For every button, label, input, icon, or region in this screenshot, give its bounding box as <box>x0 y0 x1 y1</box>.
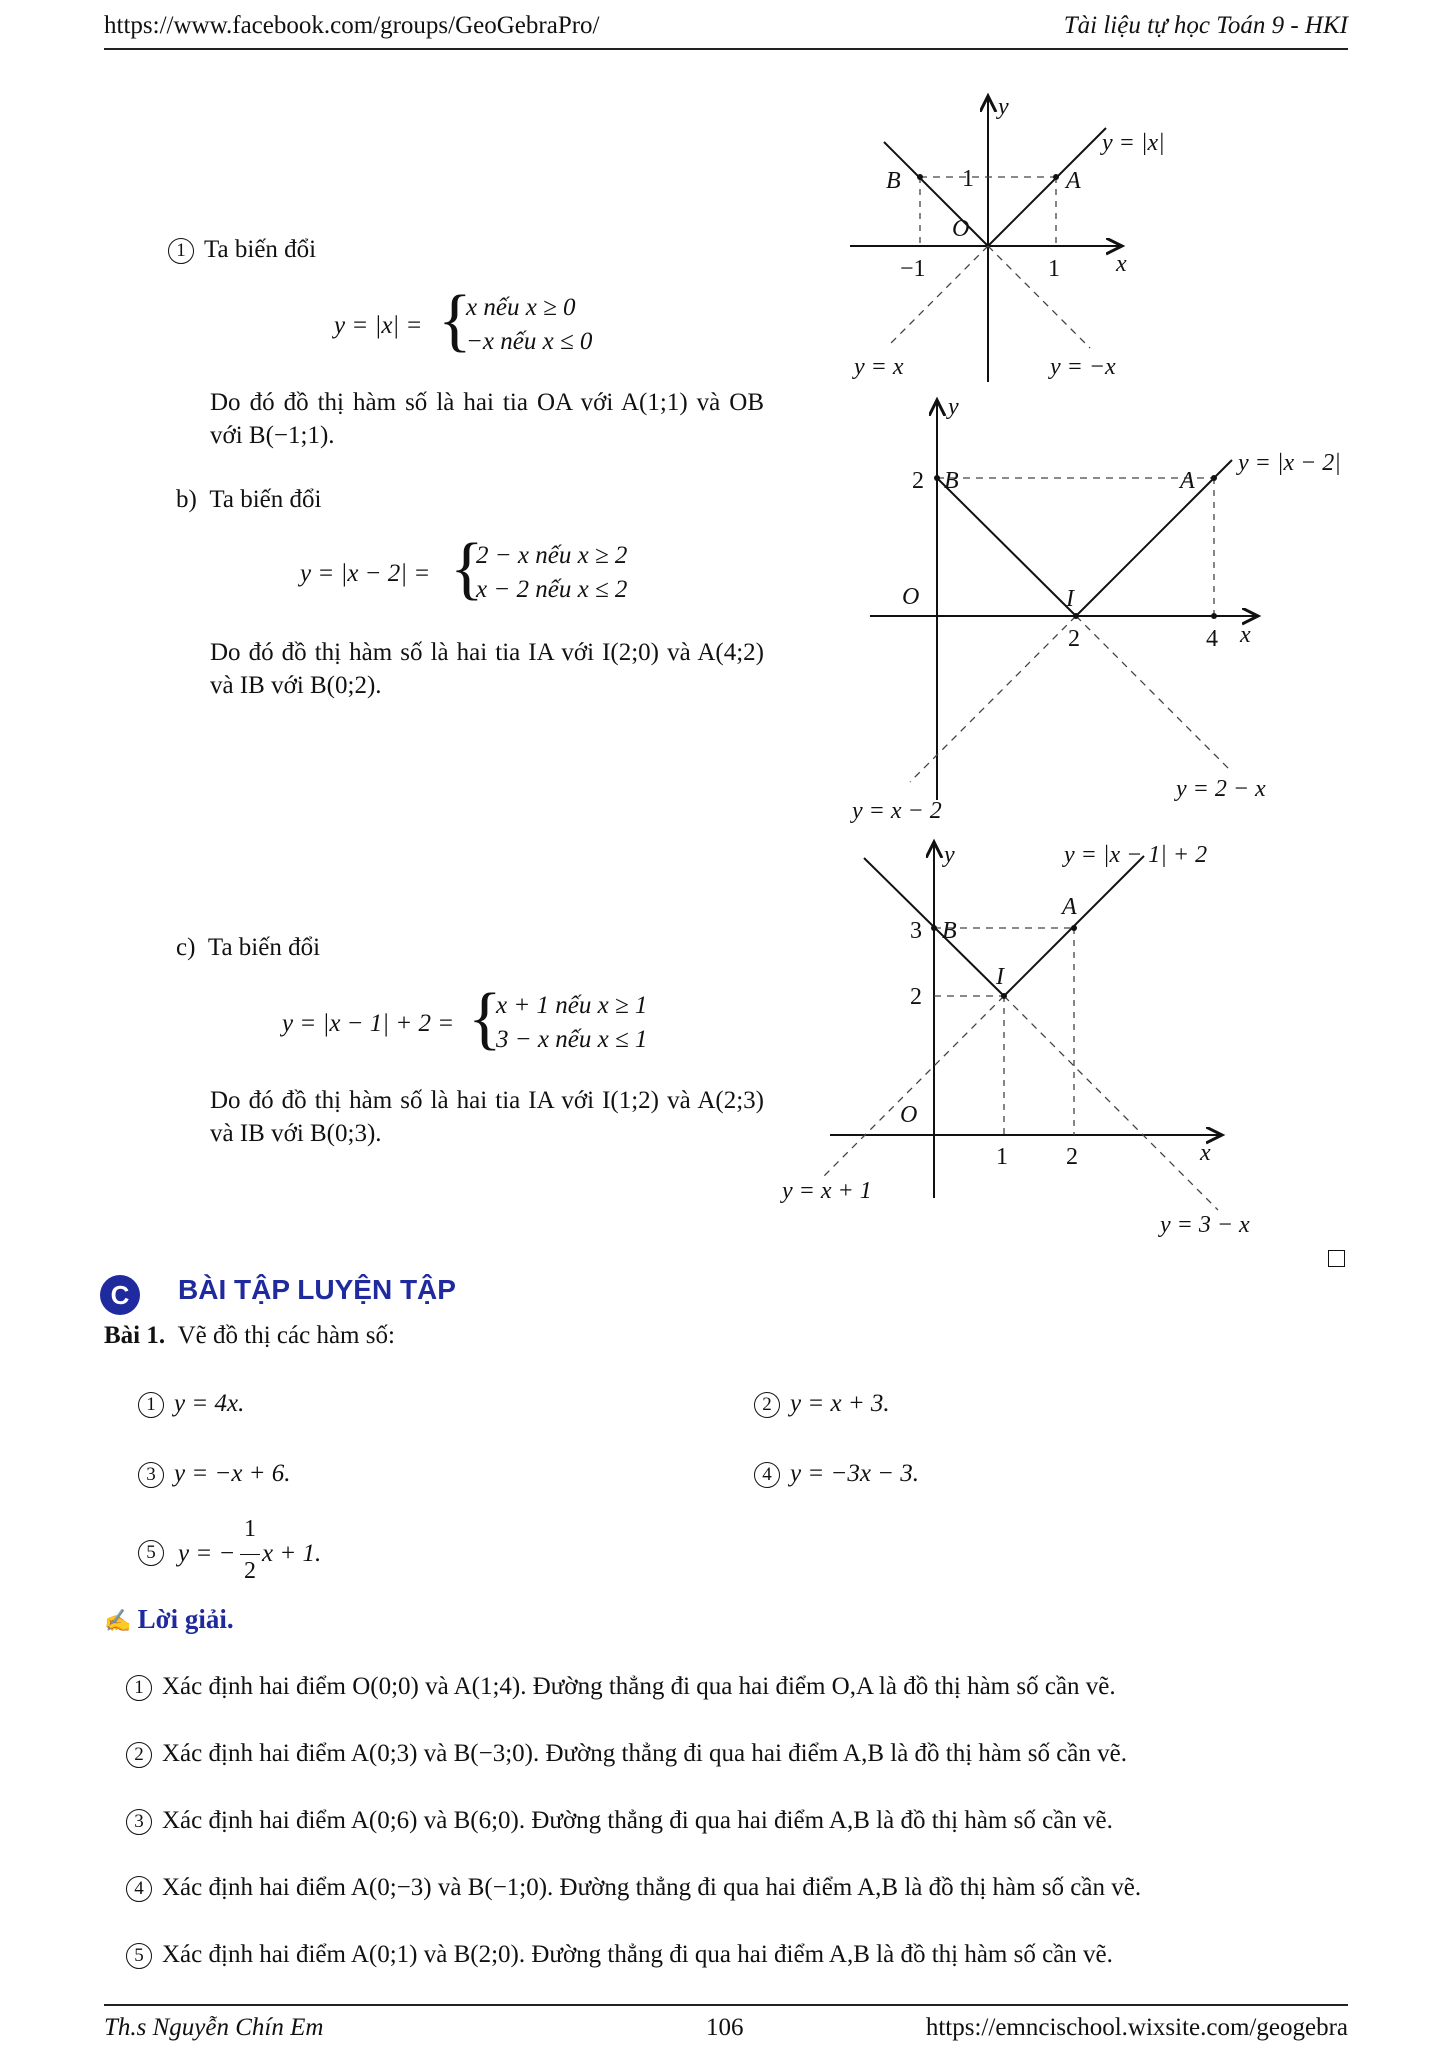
footer-url[interactable]: https://emncischool.wixsite.com/geogebra <box>925 2014 1348 2041</box>
solution-heading <box>104 1604 234 1635</box>
solution-label: Lời giải. <box>137 1604 234 1634</box>
item-text: Xác định hai điểm A(0;6) và B(6;0). Đường thẳng đi qua hai điểm A,B là đồ thị hàm số cần vẽ. <box>162 1807 1113 1834</box>
item-formula: y = 4x. <box>174 1390 245 1417</box>
item-marker: 3 <box>126 1809 152 1835</box>
part-b-intro <box>176 486 321 514</box>
item-marker: 5 <box>126 1943 152 1969</box>
label-b: B <box>886 168 901 194</box>
left-dash-label: y = x + 1 <box>782 1178 872 1204</box>
item-formula: y = −x + 6. <box>174 1460 291 1487</box>
case-2: 3 − x nếu x ≤ 1 <box>496 1026 648 1053</box>
x-label: x <box>1116 251 1127 277</box>
case-2: −x nếu x ≤ 0 <box>466 328 593 355</box>
fraction-numerator: 1 <box>244 1516 256 1542</box>
case-2: x − 2 nếu x ≤ 2 <box>476 576 628 603</box>
label-o: O <box>900 1102 918 1128</box>
x-label: x <box>1240 622 1251 648</box>
solution-item-5 <box>126 1941 1113 1969</box>
tick-x-1: 1 <box>1048 256 1060 282</box>
item-formula: y = −3x − 3. <box>790 1460 920 1487</box>
part-c-conclusion: Do đó đồ thị hàm số là hai tia IA với I(1;2) và A(2;3) và IB với B(0;3). <box>210 1087 764 1147</box>
formula-lhs: y = |x − 2| = <box>300 560 431 587</box>
header-title: Tài liệu tự học Toán 9 - HKI <box>1063 12 1348 39</box>
solution-item-4 <box>126 1874 1141 1902</box>
right-dash-label: y = 3 − x <box>1160 1212 1250 1238</box>
exercise-item-2 <box>754 1390 890 1418</box>
fraction-bar <box>240 1554 260 1555</box>
footer-author: Th.s Nguyễn Chín Em <box>104 2014 324 2041</box>
solution-item-3 <box>126 1807 1113 1835</box>
label-a: A <box>1066 168 1081 194</box>
part-a-conclusion: Do đó đồ thị hàm số là hai tia OA với A(1;1) và OB với B(−1;1). <box>210 389 764 449</box>
tick-y-2: 2 <box>910 984 922 1010</box>
section-badge: C <box>100 1275 140 1315</box>
item-text: Xác định hai điểm A(0;3) và B(−3;0). Đường thẳng đi qua hai điểm A,B là đồ thị hàm số cần vẽ. <box>162 1740 1127 1767</box>
graph-abs-x-minus-1-plus-2 <box>770 830 1310 1250</box>
dash-right <box>988 246 1090 348</box>
x-label: x <box>1200 1140 1211 1166</box>
point-b <box>917 174 923 180</box>
dash-right <box>1004 996 1218 1210</box>
section-title: BÀI TẬP LUYỆN TẬP <box>178 1274 456 1305</box>
dash-left <box>824 996 1004 1176</box>
dash-left <box>910 616 1076 782</box>
formula-lhs: y = |x| = <box>334 312 423 339</box>
item-prefix: y = − <box>178 1540 236 1567</box>
item-marker: b) <box>176 486 197 513</box>
left-dash-label: y = x <box>854 354 904 380</box>
item-marker: 4 <box>126 1876 152 1902</box>
label-o: O <box>902 584 920 610</box>
point-a <box>1053 174 1059 180</box>
point-a <box>1071 925 1077 931</box>
exercise-item-3 <box>138 1460 291 1488</box>
tick-y-2: 2 <box>912 468 924 494</box>
right-dash-label: y = 2 − x <box>1176 776 1266 802</box>
item-marker: 4 <box>754 1462 780 1488</box>
brace: { <box>438 282 472 359</box>
label-b: B <box>942 918 957 944</box>
tick-x-2: 2 <box>1068 626 1080 652</box>
solution-item-2 <box>126 1740 1127 1768</box>
label-o: O <box>952 216 970 242</box>
label-a: A <box>1062 894 1077 920</box>
point-b <box>934 475 940 481</box>
point-b <box>931 925 937 931</box>
part-c-intro <box>176 934 320 962</box>
footer-rule <box>104 2004 1348 2006</box>
y-label: y <box>948 394 959 420</box>
fraction-denominator: 2 <box>244 1558 256 1584</box>
item-text: Xác định hai điểm A(0;−3) và B(−1;0). Đường thẳng đi qua hai điểm A,B là đồ thị hàm số cần vẽ. <box>162 1874 1142 1901</box>
point-a <box>1211 475 1217 481</box>
item-marker: c) <box>176 934 196 961</box>
item-marker: 5 <box>138 1540 164 1566</box>
case-1: x + 1 nếu x ≥ 1 <box>496 992 648 1019</box>
label-a: A <box>1180 468 1195 494</box>
page-number: 106 <box>706 2014 744 2041</box>
label-b: B <box>944 468 959 494</box>
intro-text: Ta biến đổi <box>209 486 322 513</box>
brace: { <box>468 980 502 1057</box>
item-marker: 1 <box>168 238 194 264</box>
tick-x-neg1: −1 <box>900 256 926 282</box>
item-marker: 1 <box>138 1392 164 1418</box>
part-a-intro <box>168 236 316 264</box>
item-marker: 3 <box>138 1462 164 1488</box>
tick-x-1: 1 <box>996 1144 1008 1170</box>
exercise-label: Bài 1. <box>104 1322 166 1349</box>
point-x4 <box>1211 613 1217 619</box>
graph-abs-x <box>840 90 1360 390</box>
intro-text: Ta biến đổi <box>207 934 321 961</box>
point-i <box>1001 993 1007 999</box>
right-dash-label: y = −x <box>1050 354 1116 380</box>
tick-y-1: 1 <box>962 166 974 192</box>
qed-box <box>1328 1250 1345 1267</box>
part-b-conclusion: Do đó đồ thị hàm số là hai tia IA với I(2;0) và A(4;2) và IB với B(0;2). <box>210 639 764 699</box>
tick-x-4: 4 <box>1206 626 1218 652</box>
item-suffix: x + 1. <box>262 1540 322 1567</box>
header-url[interactable]: https://www.facebook.com/groups/GeoGebraPro/ <box>104 12 600 39</box>
tick-y-3: 3 <box>910 918 922 944</box>
solution-item-1 <box>126 1673 1116 1701</box>
exercise-prompt: Vẽ đồ thị các hàm số: <box>177 1322 395 1349</box>
func-label: y = |x| <box>1102 130 1165 156</box>
label-i: I <box>1066 586 1074 612</box>
y-label: y <box>998 94 1009 120</box>
ray-ob <box>884 142 988 246</box>
func-label: y = |x − 1| + 2 <box>1064 842 1208 868</box>
point-i <box>1073 613 1079 619</box>
pencil-icon: ✍ <box>104 1608 132 1633</box>
ray-ia <box>1076 460 1232 616</box>
intro-text: Ta biến đổi <box>204 236 317 263</box>
label-i: I <box>996 964 1004 990</box>
exercise-heading <box>104 1322 395 1350</box>
left-dash-label: y = x − 2 <box>852 798 942 824</box>
item-text: Xác định hai điểm A(0;1) và B(2;0). Đường thẳng đi qua hai điểm A,B là đồ thị hàm số cần vẽ. <box>162 1941 1113 1968</box>
brace: { <box>450 530 484 607</box>
graph-abs-x-minus-2 <box>840 390 1360 830</box>
item-marker: 1 <box>126 1675 152 1701</box>
item-marker: 2 <box>126 1742 152 1768</box>
formula-lhs: y = |x − 1| + 2 = <box>282 1010 455 1037</box>
item-text: Xác định hai điểm O(0;0) và A(1;4). Đường thẳng đi qua hai điểm O,A là đồ thị hàm số cần vẽ. <box>162 1673 1116 1700</box>
item-marker: 2 <box>754 1392 780 1418</box>
header-rule <box>104 48 1348 50</box>
case-1: x nếu x ≥ 0 <box>466 294 576 321</box>
case-1: 2 − x nếu x ≥ 2 <box>476 542 628 569</box>
exercise-item-1 <box>138 1390 244 1418</box>
exercise-item-4 <box>754 1460 919 1488</box>
y-label: y <box>944 842 955 868</box>
ray-ib <box>937 478 1076 616</box>
item-formula: y = x + 3. <box>790 1390 890 1417</box>
tick-x-2: 2 <box>1066 1144 1078 1170</box>
func-label: y = |x − 2| <box>1238 450 1341 476</box>
ray-oa <box>988 128 1106 246</box>
